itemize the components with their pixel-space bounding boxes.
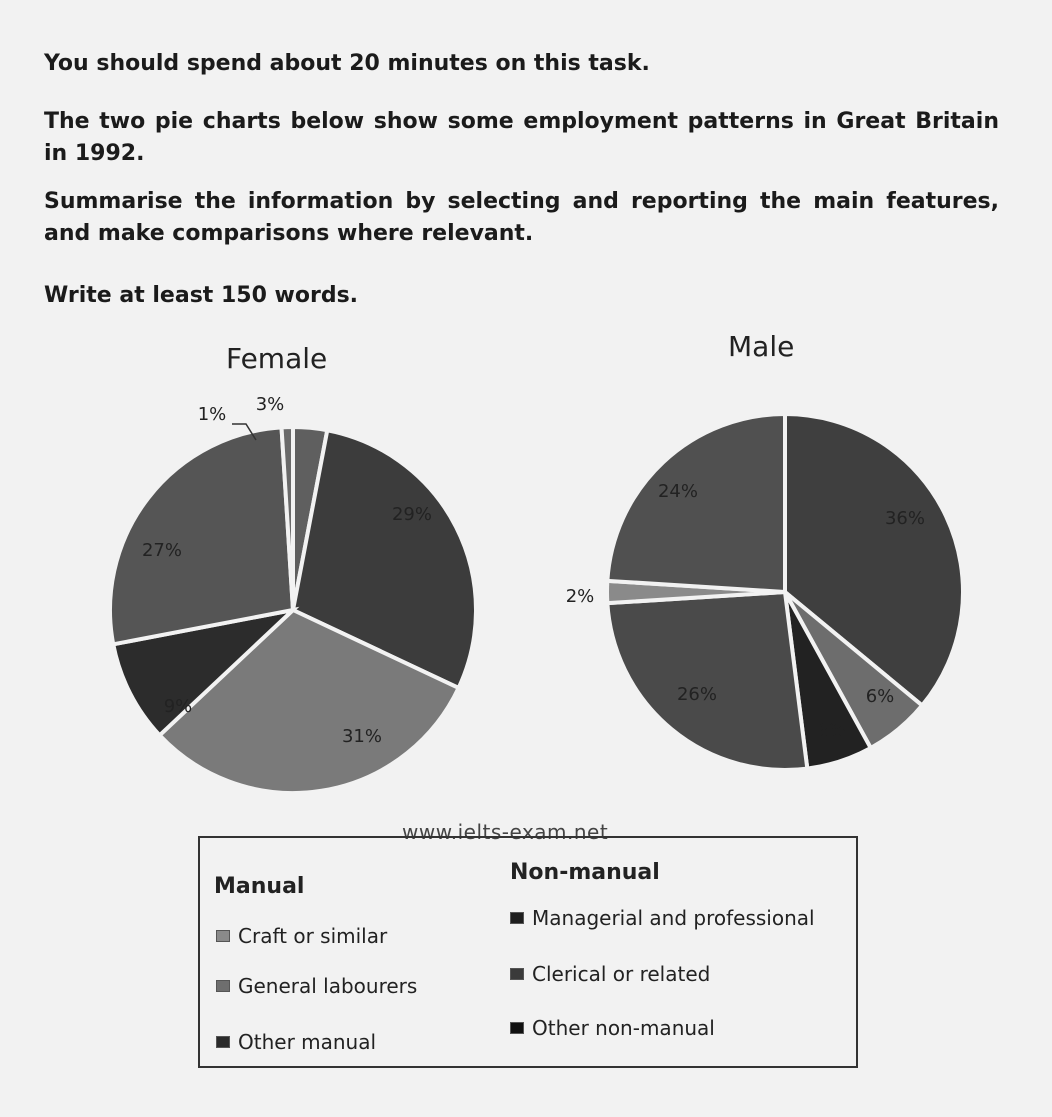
legend-swatch: [216, 930, 230, 942]
legend-heading-nonmanual: Non-manual: [510, 860, 660, 885]
legend-label: Craft or similar: [238, 924, 388, 948]
female-label-31: 31%: [341, 726, 383, 747]
legend-item-other-nonmanual: [510, 1016, 715, 1040]
legend-swatch: [216, 1036, 230, 1048]
male-label-2: 2%: [565, 586, 595, 607]
website-watermark: www.ielts-exam.net: [402, 820, 609, 844]
male-label-6b: 6%: [817, 720, 847, 741]
legend-label: Other non-manual: [532, 1016, 715, 1040]
male-label-6a: 6%: [865, 686, 895, 707]
female-label-27: 27%: [141, 540, 183, 561]
legend-swatch: [510, 968, 524, 980]
male-slice-3: [607, 592, 807, 770]
legend-swatch: [510, 1022, 524, 1034]
legend-label: Other manual: [238, 1030, 377, 1054]
legend-item-other-manual: [216, 1030, 376, 1054]
legend-heading-manual: Manual: [214, 874, 305, 899]
task-instruction-time: You should spend about 20 minutes on this task.: [44, 51, 650, 76]
task-word-count: Write at least 150 words.: [44, 283, 359, 308]
female-label-1: 1%: [197, 404, 227, 425]
legend-item-craft: [216, 924, 387, 948]
task-description: The two pie charts below show some employment patterns in Great Britain in 1992.: [44, 109, 999, 166]
legend-label: General labourers: [238, 974, 418, 998]
task-instruction-summarise: Summarise the information by selecting and reporting the main features, and make comparisons where relevant.: [44, 189, 999, 246]
legend-label: Clerical or related: [532, 962, 711, 986]
legend-label: Managerial and professional: [532, 906, 815, 930]
male-label-26: 26%: [676, 684, 718, 705]
female-pie-chart: [110, 394, 476, 793]
legend-item-general-labourers: [216, 974, 417, 998]
male-label-36: 36%: [884, 508, 926, 529]
male-slice-5: [607, 414, 785, 592]
female-slice-4: [110, 427, 293, 644]
female-label-3: 3%: [255, 394, 285, 415]
female-label-29: 29%: [391, 504, 433, 525]
legend: [198, 836, 858, 1068]
male-label-24: 24%: [657, 481, 699, 502]
legend-item-managerial: [510, 906, 815, 930]
legend-item-clerical: [510, 962, 710, 986]
legend-swatch: [510, 912, 524, 924]
female-label-9: 9%: [163, 696, 193, 717]
male-pie-chart: [566, 414, 963, 770]
male-chart-title: Male: [728, 330, 795, 363]
legend-swatch: [216, 980, 230, 992]
female-chart-title: Female: [226, 342, 328, 375]
